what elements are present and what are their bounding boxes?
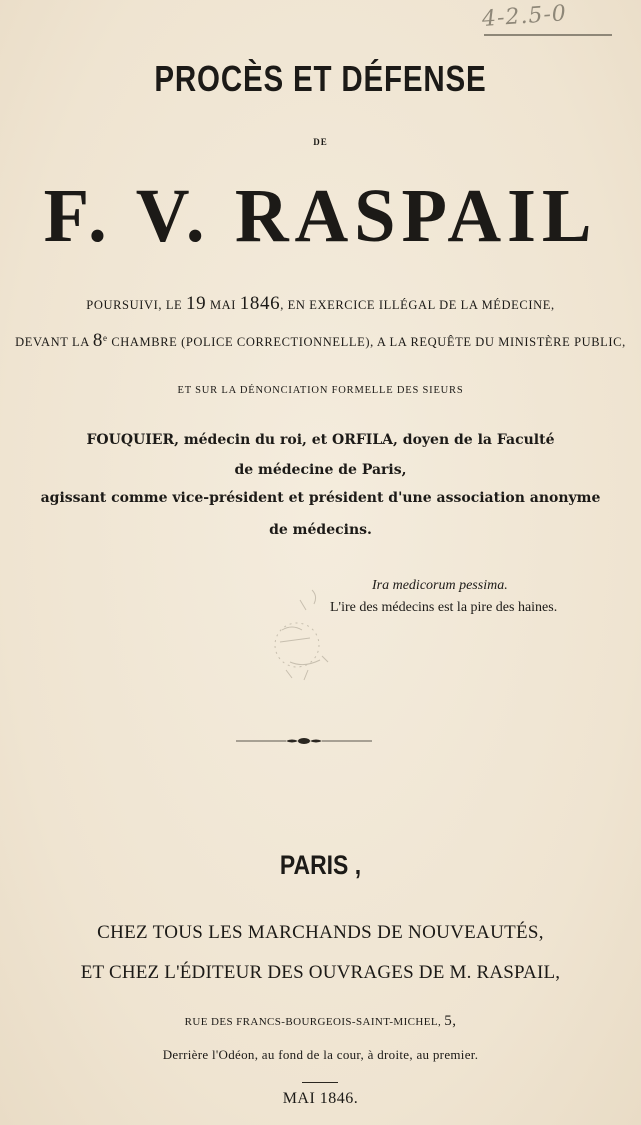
handwritten-annotation	[476, 2, 616, 40]
line1-part-c: MAI	[206, 298, 240, 312]
ornament-divider-icon	[236, 733, 372, 749]
city-heading: PARIS ,	[279, 850, 362, 880]
annotation-text: 4-2.5-0	[481, 1, 568, 32]
prosecution-line	[0, 293, 641, 315]
denunciation-line: ET SUR LA DÉNONCIATION FORMELLE DES SIEURS	[177, 385, 464, 396]
line2-part-a: DEVANT LA	[15, 335, 93, 349]
motto-french: L'ire des médecins est la pire des haines.	[330, 600, 558, 615]
faculty-line: de médecine de Paris,	[234, 462, 407, 478]
annotation-underline	[484, 34, 612, 36]
page-title: PROCÈS ET DÉFENSE	[154, 58, 487, 99]
physicians-line: de médecins.	[269, 522, 372, 538]
line2-part-c: CHAMBRE (POLICE CORRECTIONNELLE), A LA REQUÊTE DU MINISTÈRE PUBLIC,	[107, 335, 626, 349]
accusers-line: FOUQUIER, médecin du roi, et ORFILA, doyen de la Faculté	[86, 432, 555, 448]
court-line	[0, 330, 641, 352]
library-stamp-icon	[242, 570, 352, 690]
de-label: DE	[313, 137, 328, 147]
address-directions: Derrière l'Odéon, au fond de la cour, à droite, au premier.	[162, 1047, 479, 1062]
association-line: agissant comme vice-président et président d'une association anonyme	[40, 490, 601, 506]
line1-part-a: POURSUIVI, LE	[86, 298, 187, 312]
line1-part-e: , EN EXERCICE ILLÉGAL DE LA MÉDECINE,	[280, 298, 555, 312]
author-name: F. V. RASPAIL	[43, 174, 598, 258]
publisher-line-1: CHEZ TOUS LES MARCHANDS DE NOUVEAUTÉS,	[97, 922, 544, 943]
line2-chamber-num: 8	[92, 330, 104, 351]
line2-superscript: e	[103, 332, 108, 343]
address-number: 5,	[444, 1013, 457, 1029]
line1-day: 19	[186, 293, 207, 314]
publisher-line-2: ET CHEZ L'ÉDITEUR DES OUVRAGES DE M. RASPAIL,	[80, 962, 561, 983]
publication-date: MAI 1846.	[282, 1090, 359, 1107]
address-line	[0, 1013, 641, 1030]
motto-latin: Ira medicorum pessima.	[372, 578, 508, 593]
line1-year: 1846	[239, 293, 281, 314]
date-rule	[302, 1082, 338, 1083]
address-street: RUE DES FRANCS-BOURGEOIS-SAINT-MICHEL,	[184, 1016, 445, 1028]
